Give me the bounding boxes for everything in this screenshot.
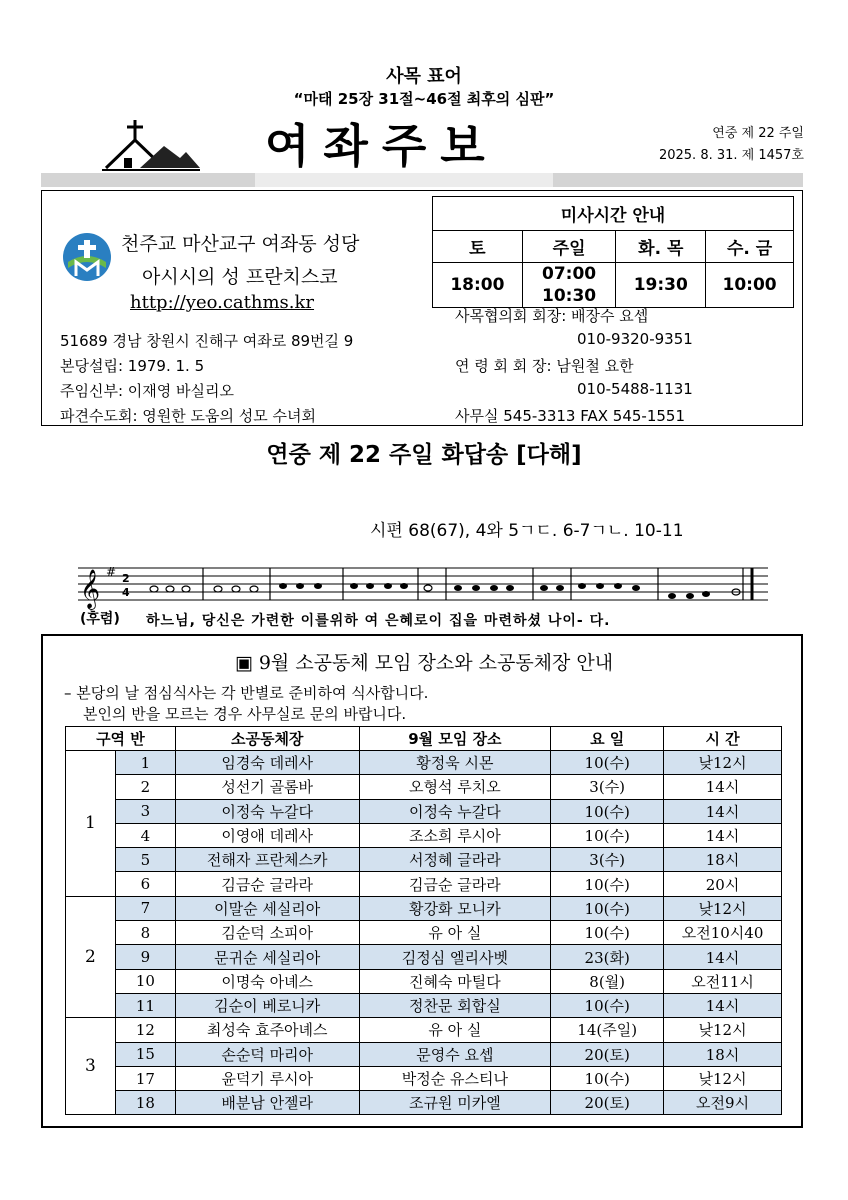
leader-cell: 성선기 골롬바: [175, 775, 359, 799]
leader-cell: 이정숙 누갈다: [175, 799, 359, 823]
leader-cell: 문귀순 세실리아: [175, 945, 359, 969]
ban-cell: 6: [115, 872, 175, 896]
day-cell: 20(토): [551, 1042, 664, 1066]
table-row: [66, 1066, 782, 1090]
day-cell: 10(수): [551, 799, 664, 823]
ban-cell: 8: [115, 921, 175, 945]
mass-day: 토: [433, 231, 523, 263]
column-header: 구역 반: [66, 727, 176, 751]
table-row: [66, 1042, 782, 1066]
church-pastor: 주임신부: 이재영 바실리오: [60, 382, 234, 400]
place-cell: 오형석 루치오: [359, 775, 551, 799]
mass-time: 19:30: [616, 263, 706, 308]
mass-time: 18:00: [433, 263, 523, 308]
leader-cell: 이영애 데레사: [175, 823, 359, 847]
day-cell: 10(수): [551, 896, 664, 920]
place-cell: 조규원 미카엘: [359, 1091, 551, 1115]
diocese-logo-icon: [62, 232, 112, 282]
ban-cell: 4: [115, 823, 175, 847]
day-cell: 10(수): [551, 993, 664, 1017]
ban-cell: 18: [115, 1091, 175, 1115]
mass-time: 07:00 10:30: [522, 263, 616, 308]
place-cell: 황강화 모니카: [359, 896, 551, 920]
time-cell: 18시: [664, 1042, 782, 1066]
place-cell: 유 아 실: [359, 1018, 551, 1042]
community-note: 본인의 반을 모르는 경우 사무실로 문의 바랍니다.: [83, 705, 407, 723]
elder-council-phone: 010-5488-1131: [577, 380, 693, 398]
time-cell: 낮12시: [664, 896, 782, 920]
community-title: ▣ 9월 소공동체 모임 장소와 소공동체장 안내: [234, 652, 614, 674]
church-patron: 아시시의 성 프란치스코: [142, 266, 338, 288]
time-cell: 14시: [664, 799, 782, 823]
community-table: [65, 726, 782, 1115]
day-cell: 10(수): [551, 1066, 664, 1090]
leader-cell: 임경숙 데레사: [175, 751, 359, 775]
ban-cell: 1: [115, 751, 175, 775]
issue-date: 2025. 8. 31. 제 1457호: [658, 148, 804, 163]
place-cell: 진혜숙 마틸다: [359, 969, 551, 993]
church-address: 51689 경남 창원시 진해구 여좌로 89번길 9: [60, 332, 354, 350]
community-note: – 본당의 날 점심식사는 각 반별로 준비하여 식사합니다.: [64, 684, 429, 702]
zone-cell: 2: [66, 896, 116, 1017]
mass-schedule-title: 미사시간 안내: [433, 197, 794, 231]
place-cell: 조소희 루시아: [359, 823, 551, 847]
leader-cell: 김순덕 소피아: [175, 921, 359, 945]
ban-cell: 3: [115, 799, 175, 823]
day-cell: 10(수): [551, 823, 664, 847]
time-cell: 오전10시40: [664, 921, 782, 945]
time-cell: 낮12시: [664, 751, 782, 775]
header-divider-highlight: [255, 173, 553, 187]
refrain-label: (후렴): [80, 611, 120, 627]
zone-cell: 1: [66, 751, 116, 897]
time-cell: 14시: [664, 993, 782, 1017]
time-cell: 낮12시: [664, 1066, 782, 1090]
time-cell: 20시: [664, 872, 782, 896]
church-sisters: 파견수도회: 영원한 도움의 성모 수녀회: [60, 407, 316, 425]
mass-day: 화. 목: [616, 231, 706, 263]
place-cell: 박정순 유스티나: [359, 1066, 551, 1090]
theme-subtitle: “마태 25장 31절~46절 최후의 심판”: [293, 90, 555, 108]
time-cell: 14시: [664, 823, 782, 847]
day-cell: 3(수): [551, 775, 664, 799]
refrain-lyrics: 하느님, 당신은 가련한 이를위하 여 은혜로이 집을 마련하셨 나이- 다.: [146, 613, 611, 629]
table-row: [66, 896, 782, 920]
leader-cell: 이말순 세실리아: [175, 896, 359, 920]
table-row: [66, 945, 782, 969]
table-row: [66, 775, 782, 799]
column-header: 요 일: [551, 727, 664, 751]
mass-day: 주일: [522, 231, 616, 263]
ban-cell: 11: [115, 993, 175, 1017]
table-row: [66, 872, 782, 896]
psalm-title: 연중 제 22 주일 화답송 [다해]: [266, 442, 582, 468]
paper-title: 여좌주보: [265, 119, 499, 173]
place-cell: 황정욱 시몬: [359, 751, 551, 775]
table-row: [66, 823, 782, 847]
table-row: [66, 993, 782, 1017]
day-cell: 14(주일): [551, 1018, 664, 1042]
leader-cell: 최성숙 효주아녜스: [175, 1018, 359, 1042]
leader-cell: 김순이 베로니카: [175, 993, 359, 1017]
day-cell: 23(화): [551, 945, 664, 969]
ban-cell: 10: [115, 969, 175, 993]
table-row: [66, 751, 782, 775]
place-cell: 김금순 글라라: [359, 872, 551, 896]
music-staff: [78, 562, 768, 614]
church-cross-icon: [100, 118, 210, 174]
time-cell: 오전11시: [664, 969, 782, 993]
leader-cell: 김금순 글라라: [175, 872, 359, 896]
office-contact: 사무실 545-3313 FAX 545-1551: [455, 407, 685, 425]
ban-cell: 15: [115, 1042, 175, 1066]
table-row: [66, 921, 782, 945]
day-cell: 10(수): [551, 921, 664, 945]
svg-text:𝄞: 𝄞: [80, 569, 101, 609]
place-cell: 서정혜 글라라: [359, 848, 551, 872]
time-cell: 오전9시: [664, 1091, 782, 1115]
time-cell: 14시: [664, 775, 782, 799]
leader-cell: 손순덕 마리아: [175, 1042, 359, 1066]
ban-cell: 2: [115, 775, 175, 799]
column-header: 9월 모임 장소: [359, 727, 551, 751]
pastoral-council-head: 사목협의회 회장: 배장수 요셉: [455, 307, 649, 325]
psalm-reference: 시편 68(67), 4와 5ㄱㄷ. 6-7ㄱㄴ. 10-11: [370, 521, 684, 541]
place-cell: 김정심 엘리사벳: [359, 945, 551, 969]
column-header: 소공동체장: [175, 727, 359, 751]
ban-cell: 12: [115, 1018, 175, 1042]
mass-day: 수. 금: [706, 231, 794, 263]
table-row: [66, 799, 782, 823]
place-cell: 정찬문 회합실: [359, 993, 551, 1017]
time-cell: 14시: [664, 945, 782, 969]
ban-cell: 5: [115, 848, 175, 872]
pastoral-council-phone: 010-9320-9351: [577, 330, 693, 348]
table-row: [66, 969, 782, 993]
leader-cell: 전해자 프란체스카: [175, 848, 359, 872]
church-name: 천주교 마산교구 여좌동 성당: [121, 233, 360, 255]
table-row: [66, 1018, 782, 1042]
day-cell: 10(수): [551, 751, 664, 775]
church-website-link[interactable]: http://yeo.cathms.kr: [130, 292, 315, 313]
zone-cell: 3: [66, 1018, 116, 1115]
column-header: 시 간: [664, 727, 782, 751]
svg-text:#: #: [106, 565, 117, 579]
day-cell: 10(수): [551, 872, 664, 896]
church-founded: 본당설립: 1979. 1. 5: [60, 357, 205, 375]
theme-title: 사목 표어: [386, 66, 462, 87]
issue-week: 연중 제 22 주일: [712, 126, 804, 141]
day-cell: 3(수): [551, 848, 664, 872]
place-cell: 유 아 실: [359, 921, 551, 945]
time-cell: 18시: [664, 848, 782, 872]
day-cell: 8(월): [551, 969, 664, 993]
table-row: [66, 848, 782, 872]
svg-text:2: 2: [122, 572, 130, 585]
mass-time: 10:00: [706, 263, 794, 308]
table-row: [66, 1091, 782, 1115]
leader-cell: 윤덕기 루시아: [175, 1066, 359, 1090]
leader-cell: 이명숙 아녜스: [175, 969, 359, 993]
ban-cell: 17: [115, 1066, 175, 1090]
mass-schedule-table: [432, 196, 794, 308]
place-cell: 문영수 요셉: [359, 1042, 551, 1066]
leader-cell: 배분남 안젤라: [175, 1091, 359, 1115]
place-cell: 이정숙 누갈다: [359, 799, 551, 823]
elder-council-head: 연 령 회 회 장: 남원철 요한: [455, 357, 634, 375]
svg-text:4: 4: [122, 586, 130, 599]
ban-cell: 7: [115, 896, 175, 920]
ban-cell: 9: [115, 945, 175, 969]
day-cell: 20(토): [551, 1091, 664, 1115]
time-cell: 낮12시: [664, 1018, 782, 1042]
